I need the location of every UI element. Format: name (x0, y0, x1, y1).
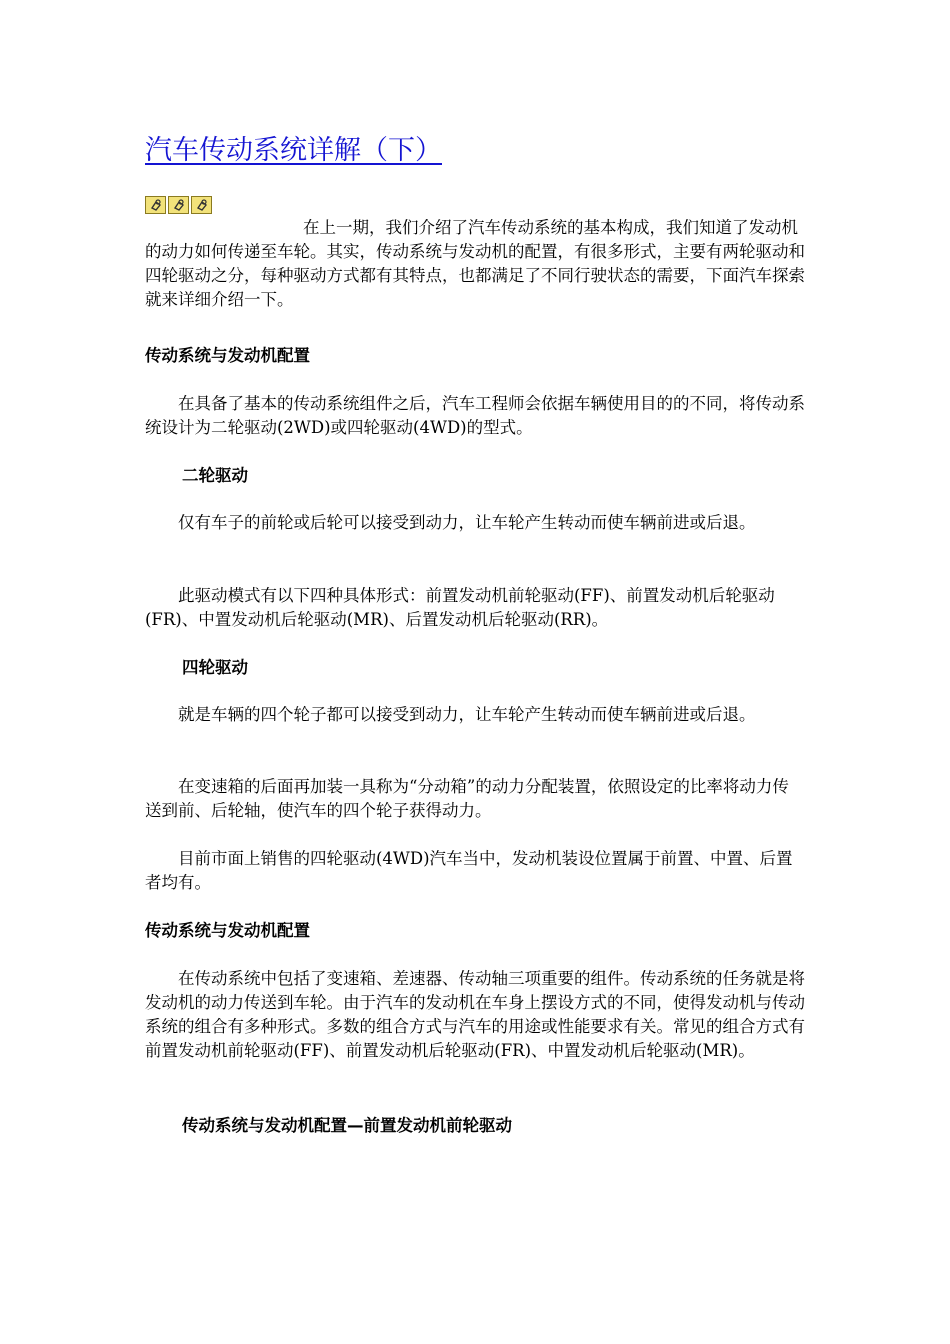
section-heading: 传动系统与发动机配置 (145, 921, 310, 940)
subsection-heading: 四轮驱动 (182, 658, 248, 677)
paragraph: 就是车辆的四个轮子都可以接受到动力，让车轮产生转动而使车辆前进或后退。 (178, 705, 756, 724)
paragraph: 仅有车子的前轮或后轮可以接受到动力，让车轮产生转动而使车辆前进或后退。 (178, 513, 756, 532)
section-1 (145, 344, 805, 368)
section-2 (145, 919, 805, 943)
paragraph: 此驱动模式有以下四种具体形式：前置发动机前轮驱动(FF)、前置发动机后轮驱动(FR)、中置发动机后轮驱动(MR)、后置发动机后轮驱动(RR)。 (145, 586, 775, 629)
subsection-heading: 传动系统与发动机配置—前置发动机前轮驱动 (182, 1116, 512, 1135)
paragraph: 在变速箱的后面再加装一具称为“分动箱”的动力分配装置，依照设定的比率将动力传送到前、后轮轴，使汽车的四个轮子获得动力。 (145, 777, 789, 820)
subsection-heading: 二轮驱动 (182, 466, 248, 485)
link-icon[interactable] (168, 196, 189, 214)
subsection-2wd (145, 464, 805, 488)
paragraph-block (145, 775, 805, 823)
paragraph-block (145, 703, 805, 727)
paragraph: 在传动系统中包括了变速箱、差速器、传动轴三项重要的组件。传动系统的任务就是将发动机的动力传送到车轮。由于汽车的发动机在车身上摆设方式的不同，使得发动机与传动系统的组合有多种形式。多数的组合方式与汽车的用途或性能要求有关。常见的组合方式有前置发动机前轮驱动(FF)、前置发动机后轮驱动(FR)、中置发动机后轮驱动(MR)。 (145, 969, 805, 1060)
paragraph: 在具备了基本的传动系统组件之后，汽车工程师会依据车辆使用目的的不同，将传动系统设计为二轮驱动(2WD)或四轮驱动(4WD)的型式。 (145, 394, 805, 437)
paragraph-block (145, 584, 805, 632)
article-title-link[interactable]: 汽车传动系统详解（下） (145, 135, 442, 166)
link-icon[interactable] (191, 196, 212, 214)
intro-paragraph: 在上一期，我们介绍了汽车传动系统的基本构成，我们知道了发动机的动力如何传递至车轮。其实，传动系统与发动机的配置，有很多形式，主要有两轮驱动和四轮驱动之分，每种驱动方式都有其特点，也都满足了不同行驶状态的需要，下面汽车探索就来详细介绍一下。 (145, 218, 805, 309)
icon-row (145, 196, 214, 214)
section-heading: 传动系统与发动机配置 (145, 346, 310, 365)
subsection-ff (145, 1114, 805, 1138)
paragraph-block (145, 967, 805, 1063)
paragraph-block (145, 511, 805, 535)
paragraph: 目前市面上销售的四轮驱动(4WD)汽车当中，发动机装设位置属于前置、中置、后置者均有。 (145, 849, 793, 892)
intro-block (145, 216, 805, 312)
paragraph-block (145, 847, 805, 895)
subsection-4wd (145, 656, 805, 680)
paragraph-block (145, 392, 805, 440)
link-icon[interactable] (145, 196, 166, 214)
